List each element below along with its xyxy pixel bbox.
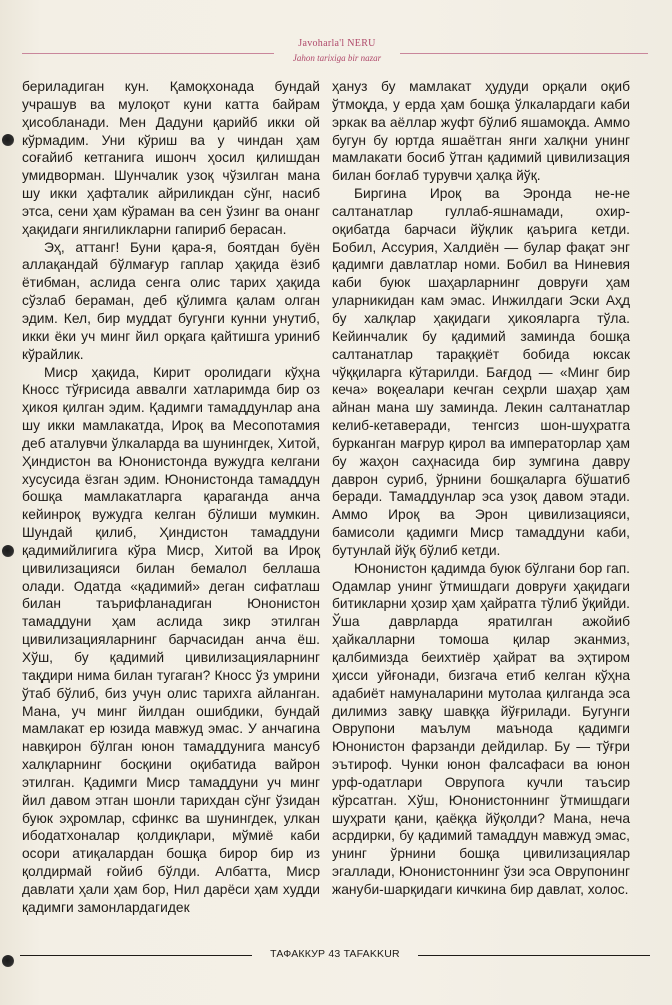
header-rule-left (22, 53, 274, 54)
paragraph: Эҳ, аттанг! Буни қара-я, боятдан буён аллақандай бўлмағур гаплар ҳақида ёзиб ётибман, аслида сенга олис тарих ҳақида сўзлаб бераман, деб қўлимга қалам олган эдим. Кел, бир муддат бугунги кунни унутиб, икки ёки уч минг йил орқага қайтишга уриниб кўрайлик. (22, 239, 320, 362)
footer-rule-left (20, 955, 252, 956)
header-author: Javoharla'l NERU (298, 38, 376, 49)
header-journal: Jahon tarixiga bir nazar (292, 53, 382, 63)
paragraph: Миср ҳақида, Кирит оролидаги кўҳна Кносс тўғрисида аввалги хатларимда бир оз ҳикоя қилган эдим. Қадимги тамаддунлар ана шу икки мамлакатда, Ироқ ва Месопотамия деб аталувчи ўлкаларда ва шунингдек, Хитой, Ҳиндистон ва Юнонистонда вужудга келгани хусусида ёзган эдим. Юнонистонда тамаддун бошқа мамлакатларга қараганда анча кейинроқ вужудга келган бўлиши мумкин. Шундай қилиб, Ҳиндистон тамаддуни қадимийлигига кўра Миср, Хитой ва Ироқ цивилизацияси билан бемалол беллаша олади. Одатда «қадимий» деган сифатлаш билан таърифланадиган Юнонистон тамаддуни ҳам аслида зикр этилган цивилизацияларнинг барчасидан анча ёш. Хўш, бу қадимий цивилизацияларнинг тақдири нима билан тугаган? Кносс ўз умрини ўтаб бўлиб, биз учун олис тарихга айланган. Мана, уч минг йилдан ошибдики, бундай мамлакат ер юзида мавжуд эмас. У анчагина навқирон бўлган юнон тамаддунига мансуб халқларнинг босқини оқибатида вайрон этилган. Қадимги Миср тамаддуни уч минг йил давом этган шонли тарихдан сўнг ўзидан буюк эҳромлар, сфинкс ва шунингдек, улкан ибодатхоналар қолдиқлари, мўмиё каби осори атиқалардан бошқа бирор бир из қолдирмай ғойиб бўлди. Албатта, Миср давлати ҳали ҳам бор, Нил дарёси ҳам худди қадимги замонлардагидек (22, 364, 320, 915)
punch-hole (2, 955, 14, 967)
punch-hole (2, 545, 14, 557)
punch-hole (2, 134, 14, 146)
paragraph: Биргина Ироқ ва Эронда не-не салтанатлар гуллаб-яшнамади, охир-оқибатда барчаси йўқлик қаърига кетди. Бобил, Ассурия, Халдиён — булар фақат энг қадимги давлатлар номи. Бобил ва Ниневия каби буюк шаҳарларнинг довруғи ҳам уларникидан кам эмас. Инжилдаги Эски Аҳд бу халқлар ҳақидаги ҳикояларга тўла. Кейинчалик бу қадимий заминда бошқа салтанатлар тараққиёт бобида юксак чўққиларга кўтарилди. Бағдод — «Минг бир кеча» воқеалари кечган сеҳрли шаҳар ҳам айнан мана шу заминда. Лекин салтанатлар келиб-кетаверади, тенгсиз шон-шуҳратга бурканган мағрур қирол ва императорлар ҳам бу жаҳон саҳнасида бир зумгина давру даврон суриб, ўрнини бошқаларга бўшатиб беради. Тамаддунлар эса узоқ давом этади. Аммо Ироқ ва Эрон цивилизацияси, бамисоли қадимги Миср тамаддуни каби, бутунлай йўқ бўлиб кетди. (332, 186, 630, 558)
footer-page-label: ТАФАККУР 43 TAFAKKUR (270, 948, 400, 960)
header-rule-right (400, 53, 648, 54)
paragraph: бериладиган кун. Қамоқхонада бундай учрашув ва мулоқот куни катта байрам ҳисобланади. Мен Дадуни қарийб икки ой кўрмадим. Уни кўриш ва у чиндан ҳам соғайиб кетганига ишонч ҳосил қилишдан умидворман. Шунчалик узоқ чўзилган мана шу икки ҳафталик айриликдан сўнг, насиб этса, сени ҳам кўраман ва сен ўзинг ва онанг ҳақидаги янгиликларни гапириб берасан. (22, 79, 320, 237)
running-header (272, 38, 402, 63)
footer-rule-right (418, 955, 650, 956)
right-text-column (332, 78, 630, 899)
left-text-column (22, 78, 320, 917)
paragraph: ҳануз бу мамлакат ҳудуди орқали оқиб ўтмоқда, у ерда ҳам бошқа ўлкалардаги каби эркак ва аёллар жуфт бўлиб яшамоқда. Аммо бугун бу юртда яшаётган янги халқни унинг мамлакати босиб ўтган қадимий цивилизация билан боғлаб турувчи ҳалқа йўқ. (332, 79, 630, 184)
paragraph: Юнонистон қадимда буюк бўлгани бор гап. Одамлар унинг ўтмишдаги довруғи ҳақидаги битикларни ҳозир ҳам ҳайратга тўлиб ўқийди. Ўша даврларда яратилган ажойиб ҳайкалларни томоша қилар эканмиз, қалбимизда беихтиёр ҳайрат ва эҳтиром ҳисси уйғонади, бизгача етиб келган кўҳна адабиёт намуналарини мутолаа қилганда эса дилимиз завқу шавққа йўғрилади. Бугунги Оврупони маълум маънода қадимги Юнонистон фарзанди дейдилар. Бу — тўғри эътироф. Чунки юнон фалсафаси ва юнон урф-одатлари Оврупога кучли таъсир кўрсатган. Хўш, Юнонистоннинг ўтмишдаги шуҳрати қани, қаёққа йўқолди? Мана, неча асрдирки, бу қадимий тамаддун мавжуд эмас, унинг ўрнини бошқа цивилизациялар эгаллади, Юнонистоннинг ўзи эса Оврупонинг жануби-шарқидаги кичкина бир давлат, холос. (332, 560, 630, 897)
